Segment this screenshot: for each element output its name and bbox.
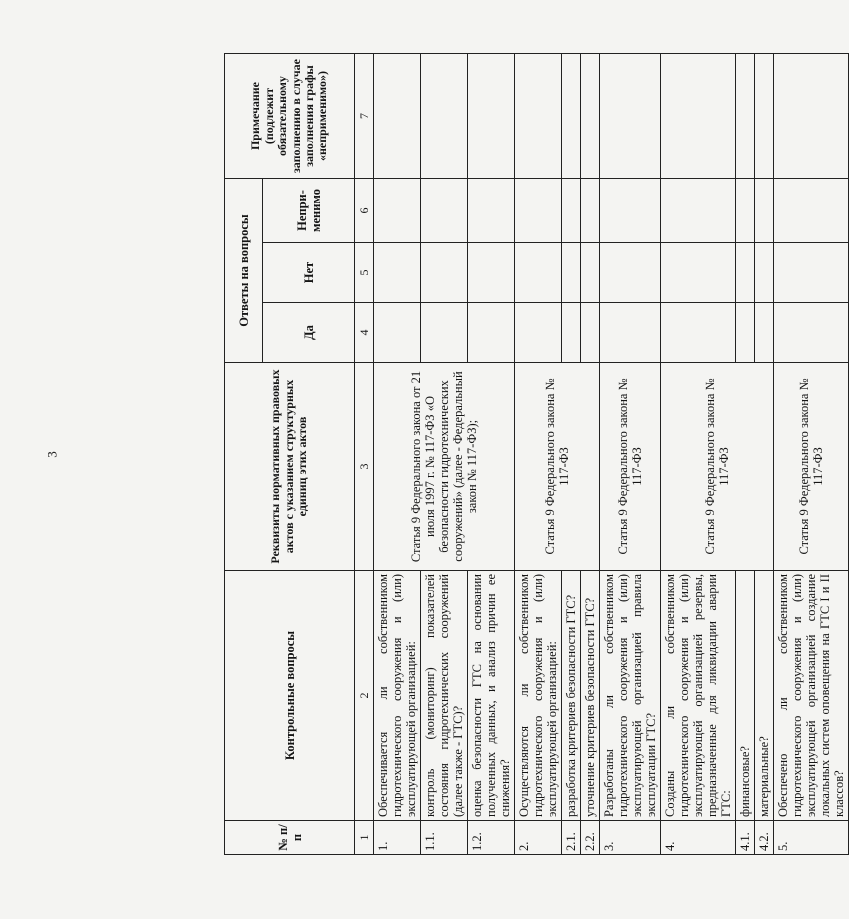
answer-na-cell[interactable] [661, 179, 736, 243]
col-number: 2 [355, 571, 374, 821]
note-cell[interactable] [774, 54, 849, 179]
row-question: уточнение критериев безопасности ГТС? [581, 571, 600, 821]
header-requisites: Реквизиты нормативных правовых актов с указанием структурных единиц этих актов [225, 363, 355, 571]
page-number: 3 [44, 451, 60, 458]
note-cell[interactable] [600, 54, 661, 179]
note-cell[interactable] [468, 54, 515, 179]
answer-yes-cell[interactable] [562, 303, 581, 363]
note-cell[interactable] [661, 54, 736, 179]
answer-no-cell[interactable] [374, 243, 421, 303]
row-number: 2.1. [562, 821, 581, 855]
answer-no-cell[interactable] [736, 243, 755, 303]
col-number: 6 [355, 179, 374, 243]
answer-na-cell[interactable] [581, 179, 600, 243]
row-number: 4.2. [755, 821, 774, 855]
note-cell[interactable] [755, 54, 774, 179]
col-number: 3 [355, 363, 374, 571]
rotated-table-wrapper [224, 54, 847, 855]
col-number: 5 [355, 243, 374, 303]
table-row [774, 54, 849, 855]
row-question: материальные? [755, 571, 774, 821]
table-row [661, 54, 736, 855]
answer-na-cell[interactable] [374, 179, 421, 243]
note-cell[interactable] [562, 54, 581, 179]
row-question: разработка критериев безопасности ГТС? [562, 571, 581, 821]
answer-no-cell[interactable] [661, 243, 736, 303]
row-question: Разработаны ли собственником гидротехнического сооружения и (или) эксплуатирующей организацией правила эксплуатации ГТС? [600, 571, 661, 821]
note-cell[interactable] [515, 54, 562, 179]
header-num: № п/п [225, 821, 355, 855]
row-requisites: Статья 9 Федерального закона от 21 июля 1997 г. № 117-ФЗ «О безопасности гидротехнических сооружений» (далее - Федеральный закон № 117-ФЗ); [374, 363, 515, 571]
answer-na-cell[interactable] [736, 179, 755, 243]
answer-na-cell[interactable] [755, 179, 774, 243]
table-row [374, 54, 421, 855]
answer-no-cell[interactable] [562, 243, 581, 303]
answer-na-cell[interactable] [515, 179, 562, 243]
col-number: 4 [355, 303, 374, 363]
answer-no-cell[interactable] [421, 243, 468, 303]
row-number: 1.2. [468, 821, 515, 855]
answer-no-cell[interactable] [600, 243, 661, 303]
row-requisites: Статья 9 Федерального закона № 117-ФЗ [600, 363, 661, 571]
header-answers: Ответы на вопросы [225, 179, 263, 363]
answer-na-cell[interactable] [600, 179, 661, 243]
row-number: 2. [515, 821, 562, 855]
row-number: 2.2. [581, 821, 600, 855]
row-question: Осуществляются ли собственником гидротехнического сооружения и (или) эксплуатирующей организацией: [515, 571, 562, 821]
row-number: 4. [661, 821, 736, 855]
row-requisites: Статья 9 Федерального закона № 117-ФЗ [661, 363, 774, 571]
row-question: Обеспечено ли собственником гидротехнического сооружения и (или) эксплуатирующей организацией создание локальных систем оповещения на ГТС I и II классов? [774, 571, 849, 821]
answer-yes-cell[interactable] [774, 303, 849, 363]
answer-no-cell[interactable] [515, 243, 562, 303]
answer-na-cell[interactable] [468, 179, 515, 243]
answer-na-cell[interactable] [562, 179, 581, 243]
answer-no-cell[interactable] [468, 243, 515, 303]
row-question: Созданы ли собственником гидротехнического сооружения и (или) эксплуатирующей организацией резервы, предназначенные для ликвидации аварии ГТС: [661, 571, 736, 821]
answer-yes-cell[interactable] [661, 303, 736, 363]
note-cell[interactable] [581, 54, 600, 179]
header-no: Нет [263, 243, 355, 303]
col-number: 7 [355, 54, 374, 179]
checklist-table [224, 53, 849, 855]
note-cell[interactable] [374, 54, 421, 179]
row-number: 4.1. [736, 821, 755, 855]
answer-yes-cell[interactable] [755, 303, 774, 363]
table-row [600, 54, 661, 855]
col-number: 1 [355, 821, 374, 855]
header-yes: Да [263, 303, 355, 363]
answer-yes-cell[interactable] [736, 303, 755, 363]
row-question: Обеспечивается ли собственником гидротехнического сооружения и (или) эксплуатирующей организацией: [374, 571, 421, 821]
header-na: Непри-менимо [263, 179, 355, 243]
note-cell[interactable] [421, 54, 468, 179]
row-question: оценка безопасности ГТС на основании полученных данных, и анализ причин ее снижения? [468, 571, 515, 821]
answer-no-cell[interactable] [774, 243, 849, 303]
row-requisites: Статья 9 Федерального закона № 117-ФЗ [774, 363, 849, 571]
answer-yes-cell[interactable] [581, 303, 600, 363]
answer-yes-cell[interactable] [515, 303, 562, 363]
answer-na-cell[interactable] [774, 179, 849, 243]
row-number: 1.1. [421, 821, 468, 855]
answer-yes-cell[interactable] [374, 303, 421, 363]
answer-no-cell[interactable] [755, 243, 774, 303]
row-number: 5. [774, 821, 849, 855]
header-note: Примечание (подлежит обязательному заполнению в случае заполнения графы «неприменимо») [225, 54, 355, 179]
row-requisites: Статья 9 Федерального закона № 117-ФЗ [515, 363, 600, 571]
column-numbers-row [355, 54, 374, 855]
header-row-1 [225, 54, 263, 855]
answer-no-cell[interactable] [581, 243, 600, 303]
row-question: финансовые? [736, 571, 755, 821]
row-number: 1. [374, 821, 421, 855]
note-cell[interactable] [736, 54, 755, 179]
answer-yes-cell[interactable] [600, 303, 661, 363]
answer-yes-cell[interactable] [468, 303, 515, 363]
header-question: Контрольные вопросы [225, 571, 355, 821]
answer-na-cell[interactable] [421, 179, 468, 243]
answer-yes-cell[interactable] [421, 303, 468, 363]
row-question: контроль (мониторинг) показателей состояния гидротехнических сооружений (далее также - ГТС)? [421, 571, 468, 821]
table-row [515, 54, 562, 855]
row-number: 3. [600, 821, 661, 855]
